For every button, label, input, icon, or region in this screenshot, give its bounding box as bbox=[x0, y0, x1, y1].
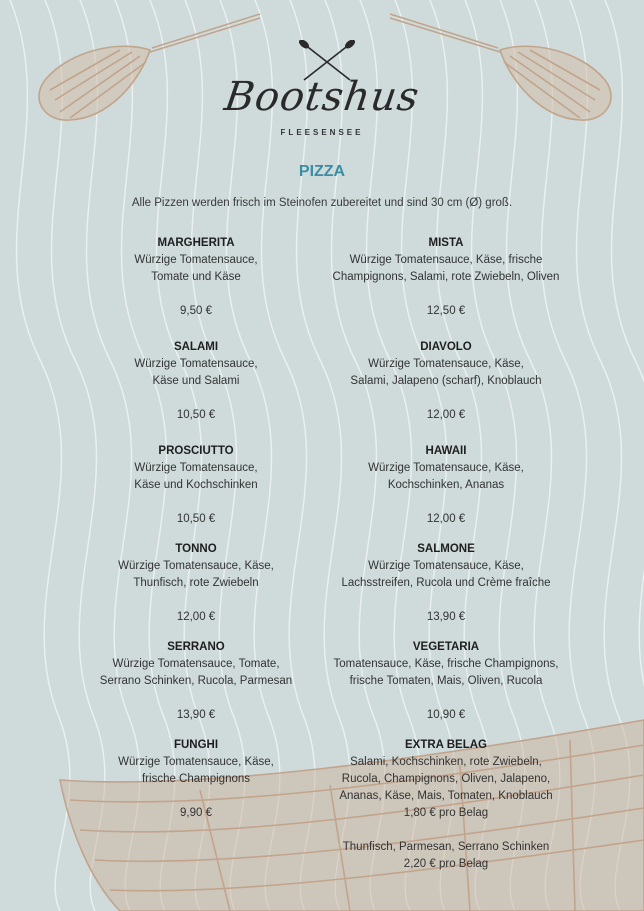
item-name: HAWAII bbox=[425, 445, 467, 457]
section-intro: Alle Pizzen werden frisch im Steinofen zubereitet und sind 30 cm (Ø) groß. bbox=[131, 197, 513, 209]
item-name: MISTA bbox=[428, 237, 464, 249]
item-name: DIAVOLO bbox=[420, 341, 472, 353]
item-description: Würzige Tomatensauce, Käse und Salami bbox=[134, 358, 258, 387]
menu-item bbox=[96, 235, 296, 320]
menu-item bbox=[96, 737, 296, 822]
item-name: PROSCIUTTO bbox=[158, 445, 234, 457]
item-name: SALMONE bbox=[417, 543, 475, 555]
item-price: 10,50 € bbox=[176, 513, 216, 525]
menu-item bbox=[318, 443, 574, 528]
menu-item bbox=[96, 639, 296, 724]
item-price: 9,90 € bbox=[180, 807, 212, 819]
menu-item bbox=[318, 339, 574, 424]
item-description: Salami, Kochschinken, rote Zwiebeln, Rucola, Champignons, Oliven, Jalapeno, Ananas, Käse, Mais, Tomaten, Knoblauch bbox=[339, 756, 553, 802]
item-description: Würzige Tomatensauce, Tomate und Käse bbox=[134, 254, 258, 283]
item-description: Würzige Tomatensauce, Käse, Lachsstreifen, Rucola und Crème fraîche bbox=[341, 560, 551, 589]
menu-item bbox=[318, 541, 574, 626]
menu-item bbox=[96, 443, 296, 528]
item-name: VEGETARIA bbox=[412, 641, 480, 653]
item-name: MARGHERITA bbox=[157, 237, 235, 249]
item-description: Würzige Tomatensauce, Käse, frische Champignons bbox=[118, 756, 274, 785]
item-description: Würzige Tomatensauce, Käse, Kochschinken, Ananas bbox=[368, 462, 524, 491]
section-title: PIZZA bbox=[298, 163, 346, 180]
item-description-premium: Thunfisch, Parmesan, Serrano Schinken bbox=[342, 841, 550, 853]
item-description: Würzige Tomatensauce, Käse, Salami, Jalapeno (scharf), Knoblauch bbox=[350, 358, 542, 387]
item-name: EXTRA BELAG bbox=[405, 739, 487, 751]
menu-item bbox=[96, 339, 296, 424]
item-description: Würzige Tomatensauce, Käse, frische Champignons, Salami, rote Zwiebeln, Oliven bbox=[332, 254, 560, 283]
item-description: Würzige Tomatensauce, Käse und Kochschinken bbox=[134, 462, 258, 491]
extra-toppings bbox=[318, 737, 574, 873]
item-price: 12,00 € bbox=[426, 513, 466, 525]
item-name: FUNGHI bbox=[173, 739, 219, 751]
menu-item bbox=[318, 235, 574, 320]
item-name: TONNO bbox=[175, 543, 217, 555]
logo-wordmark: Bootshus bbox=[221, 74, 423, 120]
item-description: Würzige Tomatensauce, Käse, Thunfisch, rote Zwiebeln bbox=[118, 560, 274, 589]
item-price: 9,50 € bbox=[180, 305, 212, 317]
item-price: 12,00 € bbox=[426, 409, 466, 421]
item-price: 10,50 € bbox=[176, 409, 216, 421]
menu-item bbox=[318, 639, 574, 724]
item-name: SALAMI bbox=[173, 341, 219, 353]
item-price: 1,80 € pro Belag bbox=[403, 807, 489, 819]
item-price-premium: 2,20 € pro Belag bbox=[403, 858, 489, 870]
item-price: 12,50 € bbox=[426, 305, 466, 317]
menu-item bbox=[96, 541, 296, 626]
item-name: SERRANO bbox=[167, 641, 225, 653]
item-price: 12,00 € bbox=[176, 611, 216, 623]
item-description: Würzige Tomatensauce, Tomate, Serrano Schinken, Rucola, Parmesan bbox=[99, 658, 293, 687]
item-price: 13,90 € bbox=[176, 709, 216, 721]
item-description: Tomatensauce, Käse, frische Champignons, frische Tomaten, Mais, Oliven, Rucola bbox=[333, 658, 559, 687]
item-price: 13,90 € bbox=[426, 611, 466, 623]
logo-subtitle: FLEESENSEE bbox=[280, 128, 364, 137]
item-price: 10,90 € bbox=[426, 709, 466, 721]
